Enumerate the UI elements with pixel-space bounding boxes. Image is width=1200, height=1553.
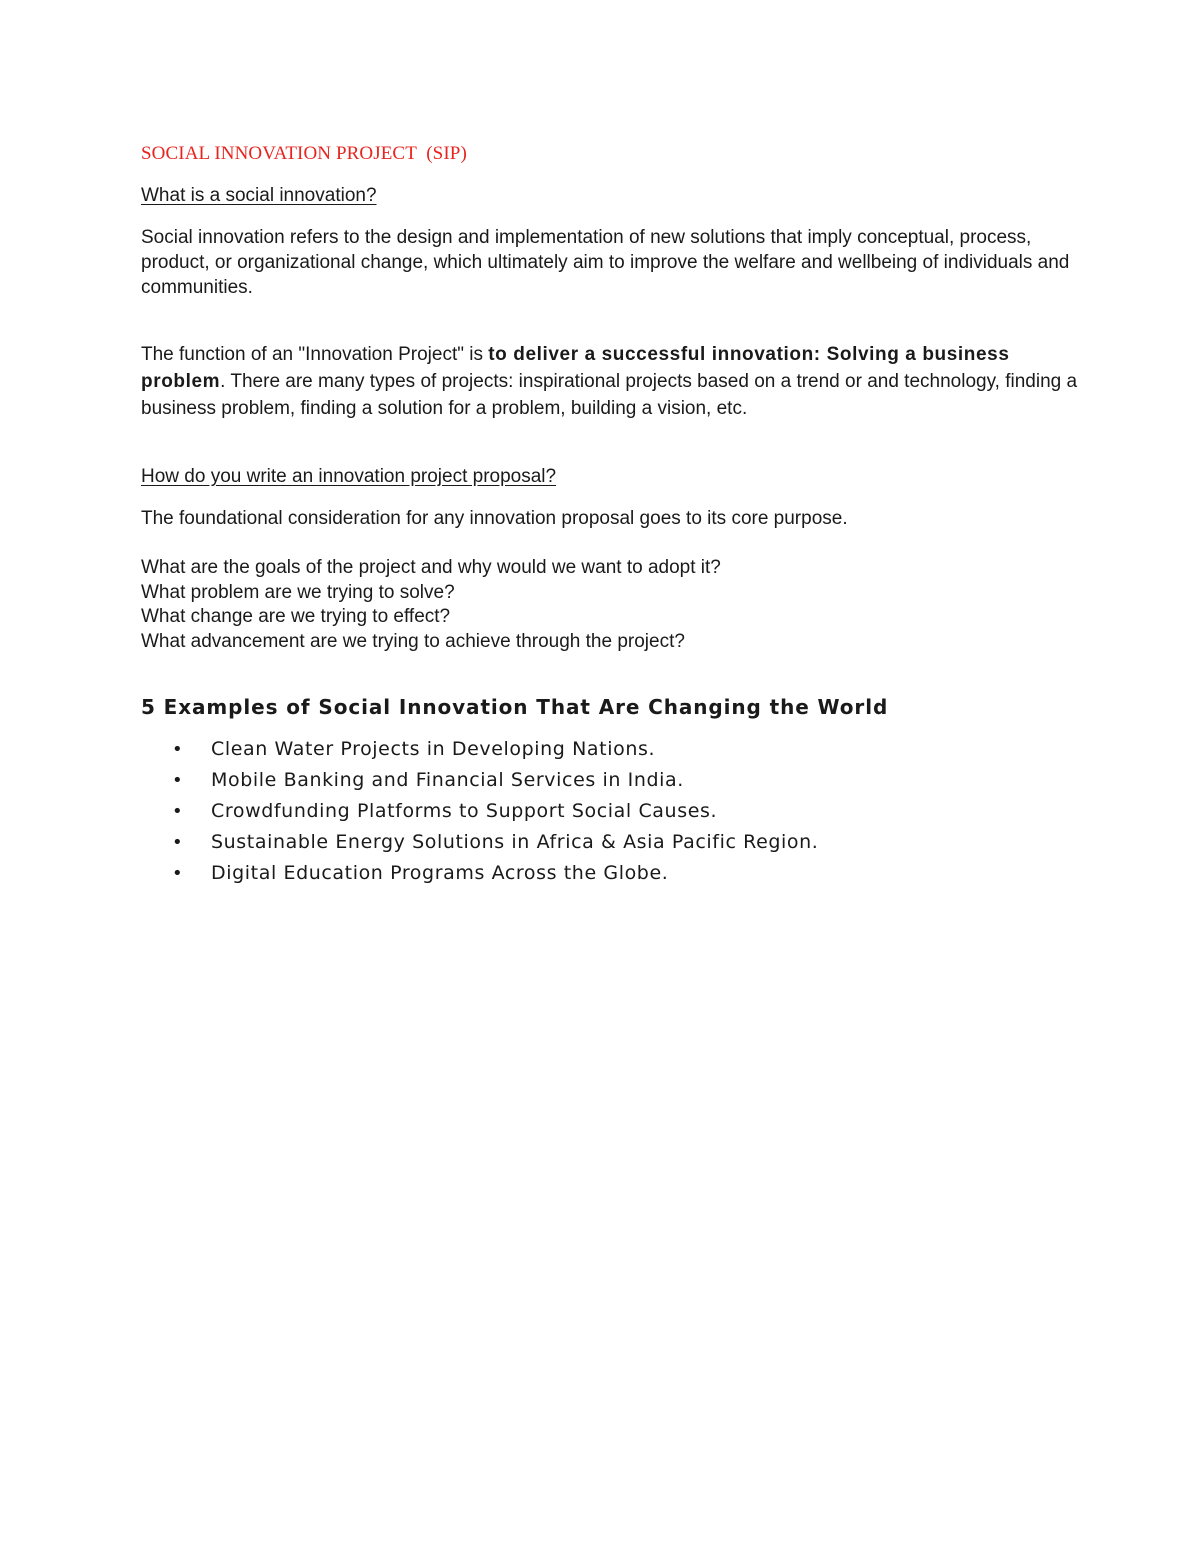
social-innovation-definition-paragraph: Social innovation refers to the design and implementation of new solutions that imply conceptual, process, product, or organizational change, which ultimately aim to improve the welfare and wellbeing of individuals and communities.: [141, 227, 1070, 298]
foundational-consideration-paragraph: The foundational consideration for any innovation proposal goes to its core purpose.: [141, 508, 848, 529]
examples-heading: 5 Examples of Social Innovation That Are Changing the World: [141, 695, 889, 719]
list-item: [172, 860, 818, 891]
bullet-icon: •: [172, 739, 184, 760]
question-item: What advancement are we trying to achieve through the project?: [141, 630, 685, 652]
list-item-text: Clean Water Projects in Developing Nations.: [211, 738, 656, 760]
document-title: SOCIAL INNOVATION PROJECT (SIP): [141, 143, 467, 164]
bullet-icon: •: [172, 770, 184, 791]
question-item: What are the goals of the project and why would we want to adopt it?: [141, 557, 721, 578]
bullet-icon: •: [172, 863, 184, 884]
list-item-text: Digital Education Programs Across the Globe.: [211, 862, 669, 884]
examples-list: [172, 736, 818, 891]
list-item: [172, 829, 818, 860]
function-paragraph-bold: to deliver a successful innovation: Solving a business problem: [141, 344, 1010, 392]
list-item-text: Crowdfunding Platforms to Support Social Causes.: [211, 800, 718, 822]
list-item: [172, 736, 818, 767]
list-item-text: Sustainable Energy Solutions in Africa & Asia Pacific Region.: [211, 831, 819, 853]
bullet-icon: •: [172, 801, 184, 822]
section-heading-write-proposal: How do you write an innovation project proposal?: [141, 466, 557, 487]
function-paragraph-lead: The function of an "Innovation Project" is: [141, 344, 489, 365]
question-item: What change are we trying to effect?: [141, 606, 451, 627]
list-item-text: Mobile Banking and Financial Services in India.: [211, 769, 684, 791]
list-item: [172, 767, 818, 798]
section-heading-what-is-social-innovation: What is a social innovation?: [141, 185, 377, 206]
question-item: What problem are we trying to solve?: [141, 581, 455, 603]
question-list: [141, 556, 721, 654]
function-paragraph-rest: . There are many types of projects: inspirational projects based on a trend or and technology, finding a business problem, finding a solution for a problem, building a vision, etc.: [141, 371, 1078, 419]
list-item: [172, 798, 818, 829]
bullet-icon: •: [172, 832, 184, 853]
innovation-project-function-paragraph: [141, 341, 1081, 422]
